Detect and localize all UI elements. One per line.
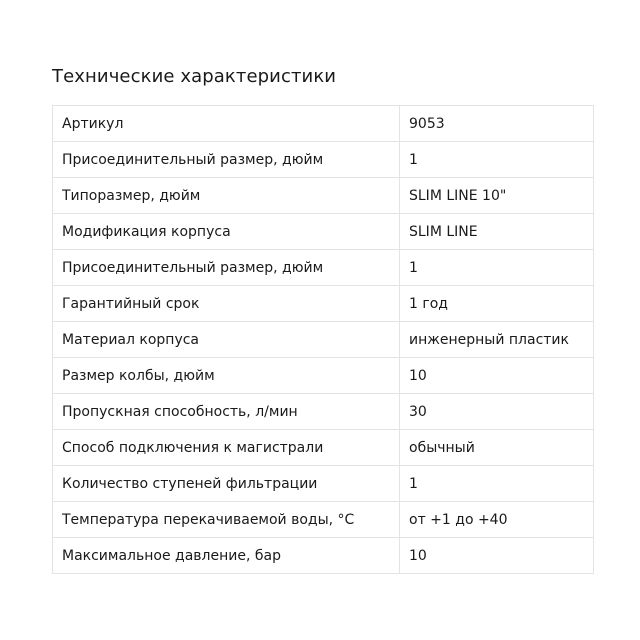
- spec-label: Материал корпуса: [53, 322, 400, 358]
- spec-label: Максимальное давление, бар: [53, 538, 400, 574]
- spec-value: SLIM LINE: [400, 214, 594, 250]
- table-row: [53, 142, 594, 178]
- spec-value: 10: [400, 358, 594, 394]
- table-row: [53, 178, 594, 214]
- spec-value: 30: [400, 394, 594, 430]
- spec-value: 1: [400, 250, 594, 286]
- spec-value: 9053: [400, 106, 594, 142]
- section-title: Технические характеристики: [52, 66, 337, 87]
- spec-label: Размер колбы, дюйм: [53, 358, 400, 394]
- table-row: [53, 214, 594, 250]
- spec-label: Артикул: [53, 106, 400, 142]
- spec-label: Количество ступеней фильтрации: [53, 466, 400, 502]
- table-row: [53, 466, 594, 502]
- spec-value: инженерный пластик: [400, 322, 594, 358]
- spec-label: Способ подключения к магистрали: [53, 430, 400, 466]
- specs-table: [52, 105, 594, 574]
- table-row: [53, 502, 594, 538]
- spec-label: Присоединительный размер, дюйм: [53, 250, 400, 286]
- spec-label: Типоразмер, дюйм: [53, 178, 400, 214]
- spec-value: обычный: [400, 430, 594, 466]
- table-row: [53, 394, 594, 430]
- spec-value: 1 год: [400, 286, 594, 322]
- table-row: [53, 538, 594, 574]
- spec-label: Температура перекачиваемой воды, °C: [53, 502, 400, 538]
- spec-label: Пропускная способность, л/мин: [53, 394, 400, 430]
- spec-value: от +1 до +40: [400, 502, 594, 538]
- spec-value: 10: [400, 538, 594, 574]
- spec-label: Присоединительный размер, дюйм: [53, 142, 400, 178]
- table-row: [53, 286, 594, 322]
- spec-value: SLIM LINE 10": [400, 178, 594, 214]
- table-row: [53, 358, 594, 394]
- table-row: [53, 430, 594, 466]
- spec-value: 1: [400, 466, 594, 502]
- table-row: [53, 322, 594, 358]
- table-row: [53, 106, 594, 142]
- spec-label: Гарантийный срок: [53, 286, 400, 322]
- table-row: [53, 250, 594, 286]
- spec-value: 1: [400, 142, 594, 178]
- specs-section: [52, 62, 593, 574]
- spec-label: Модификация корпуса: [53, 214, 400, 250]
